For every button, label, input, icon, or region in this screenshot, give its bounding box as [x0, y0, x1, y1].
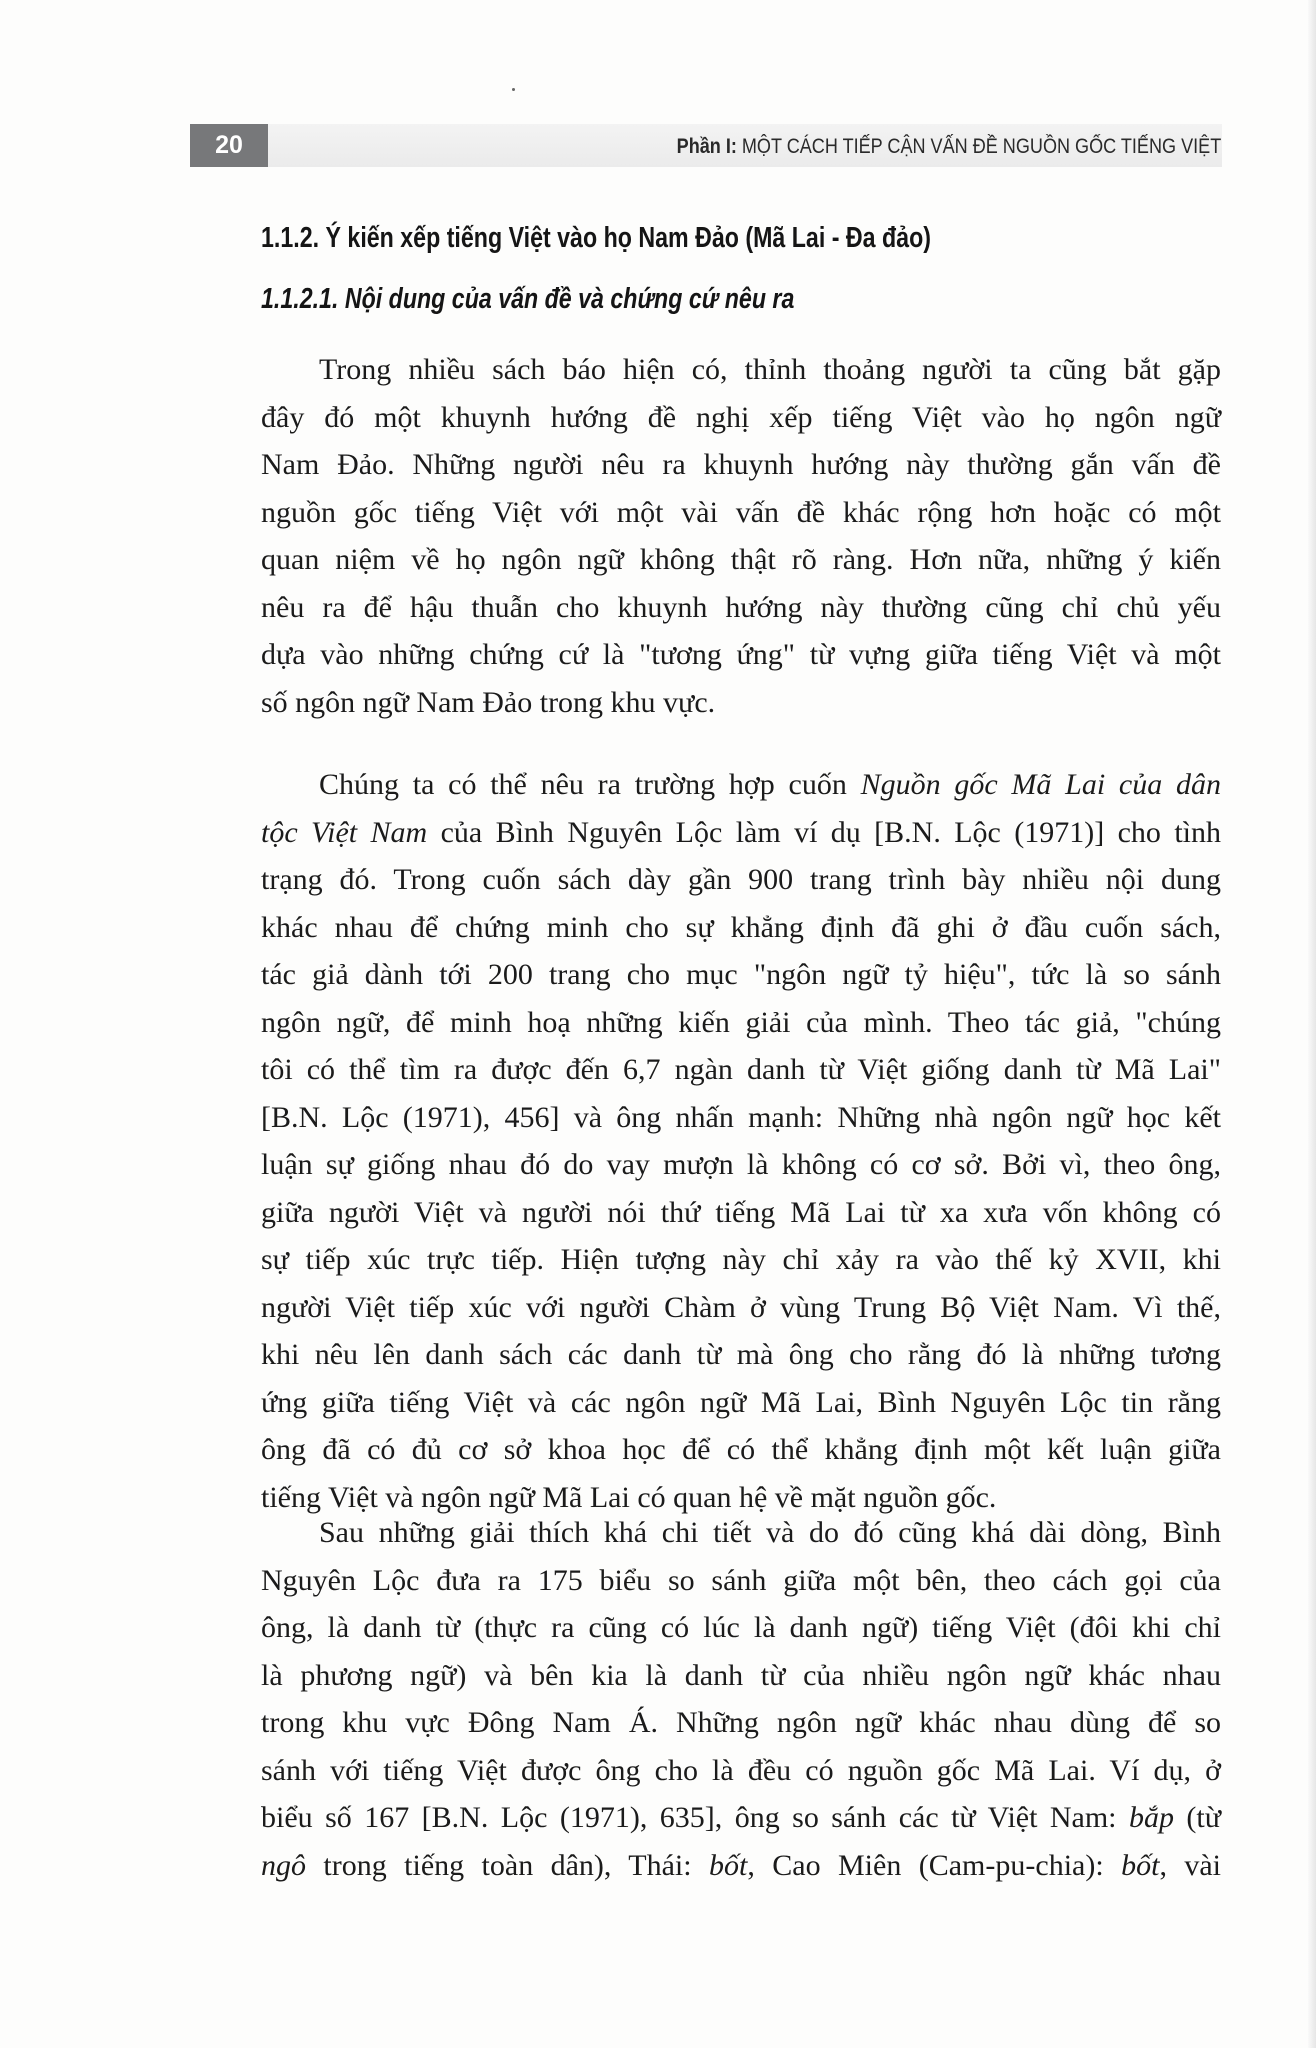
text-run: luận sự giống nhau đó do vay mượn là không có cơ sở. Bởi vì, theo ông,: [261, 1148, 1221, 1181]
italic-text: bốt: [1121, 1848, 1160, 1882]
text-run: đây đó một khuynh hướng đề nghị xếp tiếng Việt vào họ ngôn ngữ: [261, 400, 1221, 434]
text-line: [261, 904, 1221, 952]
text-line: [261, 1794, 1221, 1842]
text-run: trong tiếng toàn dân), Thái:: [306, 1848, 710, 1882]
text-run: tác giả dành tới 200 trang cho mục "ngôn ngữ tỷ hiệu", tức là so sánh: [261, 958, 1221, 991]
text-run: tôi có thể tìm ra được đến 6,7 ngàn danh từ Việt giống danh từ Mã Lai": [261, 1053, 1221, 1086]
text-line: [261, 856, 1221, 904]
text-run: biểu số 167 [B.N. Lộc (1971), 635], ông so sánh các từ Việt Nam:: [261, 1801, 1129, 1834]
page-edge-shadow: [1308, 0, 1316, 2048]
text-run: sự tiếp xúc trực tiếp. Hiện tượng này chỉ xảy ra vào thế kỷ XVII, khi: [261, 1243, 1221, 1276]
text-line: [261, 1557, 1221, 1605]
text-run: Trong nhiều sách báo hiện có, thỉnh thoảng người ta cũng bắt gặp: [319, 353, 1221, 386]
paragraph-2: [261, 761, 1221, 1521]
text-line: [261, 1652, 1221, 1700]
text-run: sánh với tiếng Việt được ông cho là đều có nguồn gốc Mã Lai. Ví dụ, ở: [261, 1753, 1221, 1787]
text-line: [261, 441, 1221, 489]
text-line: [261, 1141, 1221, 1189]
page-number: 20: [190, 124, 268, 167]
text-line: [261, 1284, 1221, 1332]
text-run: khác nhau để chứng minh cho sự khẳng định đã ghi ở đầu cuốn sách,: [261, 910, 1221, 944]
text-run: ngôn ngữ, để minh hoạ những kiến giải của mình. Theo tác giả, "chúng: [261, 1005, 1221, 1039]
text-run: ứng giữa tiếng Việt và các ngôn ngữ Mã Lai, Bình Nguyên Lộc tin rằng: [261, 1385, 1221, 1419]
text-line: [261, 1747, 1221, 1795]
text-run: ông đã có đủ cơ sở khoa học để có thể khẳng định một kết luận giữa: [261, 1433, 1221, 1466]
text-run: giữa người Việt và người nói thứ tiếng Mã Lai từ xa xưa vốn không có: [261, 1195, 1221, 1229]
text-line: [261, 1046, 1221, 1094]
text-line: [261, 1699, 1221, 1747]
text-run: nguồn gốc tiếng Việt với một vài vấn đề khác rộng hơn hoặc có một: [261, 495, 1221, 529]
text-line: [261, 346, 1221, 394]
subsection-heading: 1.1.2.1. Nội dung của vấn đề và chứng cứ nêu ra: [261, 283, 795, 315]
text-line: [261, 951, 1221, 999]
italic-text: bốt: [709, 1848, 748, 1882]
text-run: khi nêu lên danh sách các danh từ mà ông cho rằng đó là những tương: [261, 1338, 1221, 1371]
text-line: [261, 584, 1221, 632]
text-run: trạng đó. Trong cuốn sách dày gần 900 trang trình bày nhiều nội dung: [261, 863, 1221, 896]
text-run: Nam Đảo. Những người nêu ra khuynh hướng này thường gắn vấn đề: [261, 448, 1221, 481]
text-run: (từ: [1173, 1801, 1221, 1834]
text-line: [261, 1094, 1221, 1142]
text-line: [261, 536, 1221, 584]
text-run: [B.N. Lộc (1971), 456] và ông nhấn mạnh: Những nhà ngôn ngữ học kết: [261, 1100, 1221, 1134]
scan-speck: [512, 88, 515, 91]
italic-text: Nguồn gốc Mã Lai của dân: [860, 768, 1221, 801]
text-run: Chúng ta có thể nêu ra trường hợp cuốn: [319, 768, 861, 801]
text-line: [261, 1236, 1221, 1284]
text-line: [261, 394, 1221, 442]
text-line: [261, 1509, 1221, 1557]
text-line: [261, 1842, 1221, 1890]
section-heading: 1.1.2. Ý kiến xếp tiếng Việt vào họ Nam Đảo (Mã Lai - Đa đảo): [261, 222, 931, 254]
text-run: người Việt tiếp xúc với người Chàm ở vùng Trung Bộ Việt Nam. Vì thế,: [261, 1290, 1221, 1324]
running-header: [676, 124, 1221, 167]
text-run: trong khu vực Đông Nam Á. Những ngôn ngữ khác nhau dùng để so: [261, 1706, 1221, 1739]
text-run: dựa vào những chứng cứ là "tương ứng" từ vựng giữa tiếng Việt và một: [261, 638, 1221, 671]
text-run: số ngôn ngữ Nam Đảo trong khu vực.: [261, 685, 716, 719]
text-run: , Cao Miên (Cam-pu-chia):: [747, 1848, 1122, 1882]
part-title: MỘT CÁCH TIẾP CẬN VẤN ĐỀ NGUỒN GỐC TIẾNG VIỆT: [741, 135, 1221, 158]
text-run: Nguyên Lộc đưa ra 175 biểu so sánh giữa một bên, theo cách gọi của: [261, 1563, 1221, 1597]
paragraph-1: [261, 346, 1221, 726]
text-line: [261, 761, 1221, 809]
text-run: quan niệm về họ ngôn ngữ không thật rõ ràng. Hơn nữa, những ý kiến: [261, 543, 1221, 576]
part-label: Phần I:: [676, 135, 737, 158]
text-line: [261, 1189, 1221, 1237]
text-run: của Bình Nguyên Lộc làm ví dụ [B.N. Lộc (1971)] cho tình: [427, 815, 1221, 849]
text-line: [261, 999, 1221, 1047]
text-line: [261, 1604, 1221, 1652]
text-line: [261, 809, 1221, 857]
text-run: ông, là danh từ (thực ra cũng có lúc là danh ngữ) tiếng Việt (đôi khi chỉ: [261, 1611, 1221, 1644]
text-run: tiếng Việt và ngôn ngữ Mã Lai có quan hệ về mặt nguồn gốc.: [261, 1480, 997, 1514]
text-line: [261, 679, 1221, 727]
italic-text: tộc Việt Nam: [261, 815, 428, 849]
text-run: nêu ra để hậu thuẫn cho khuynh hướng này thường cũng chỉ chủ yếu: [261, 590, 1221, 624]
text-run: Sau những giải thích khá chi tiết và do đó cũng khá dài dòng, Bình: [319, 1516, 1221, 1549]
text-line: [261, 1331, 1221, 1379]
text-line: [261, 1426, 1221, 1474]
text-line: [261, 1379, 1221, 1427]
text-line: [261, 631, 1221, 679]
text-run: là phương ngữ) và bên kia là danh từ của nhiều ngôn ngữ khác nhau: [261, 1658, 1221, 1692]
text-run: , vài: [1159, 1848, 1221, 1882]
italic-text: bắp: [1128, 1801, 1174, 1834]
paragraph-3: [261, 1509, 1221, 1889]
text-line: [261, 489, 1221, 537]
italic-text: ngô: [261, 1848, 306, 1882]
